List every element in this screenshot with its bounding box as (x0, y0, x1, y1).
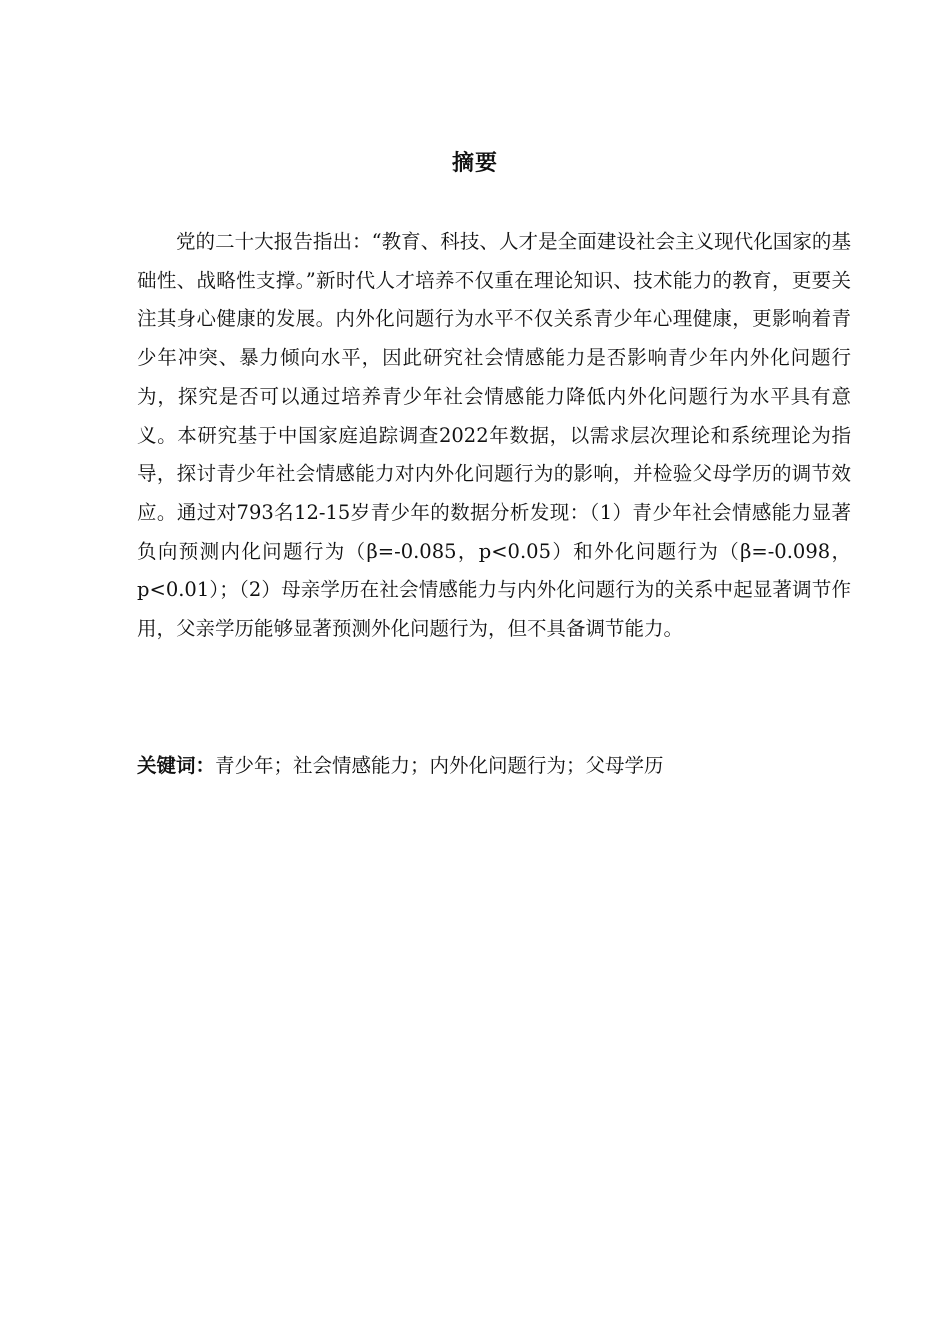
keywords-line (137, 747, 851, 785)
abstract-title: 摘要 (451, 151, 498, 176)
keywords-text: 青少年；社会情感能力；内外化问题行为；父母学历 (215, 754, 664, 777)
abstract-paragraph: 党的二十大报告指出：“教育、科技、人才是全面建设社会主义现代化国家的基础性、战略性支撑。”新时代人才培养不仅重在理论知识、技术能力的教育，更要关注其身心健康的发展。内外化问题行为水平不仅关系青少年心理健康，更影响着青少年冲突、暴力倾向水平，因此研究社会情感能力是否影响青少年内外化问题行为，探究是否可以通过培养青少年社会情感能力降低内外化问题行为水平具有意义。本研究基于中国家庭追踪调查2022年数据，以需求层次理论和系统理论为指导，探讨青少年社会情感能力对内外化问题行为的影响，并检验父母学历的调节效应。通过对793名12-15岁青少年的数据分析发现：（1）青少年社会情感能力显著负向预测内化问题行为（β=-0.085，p<0.05）和外化问题行为（β=-0.098，p<0.01）；（2）母亲学历在社会情感能力与内外化问题行为的关系中起显著调节作用，父亲学历能够显著预测外化问题行为，但不具备调节能力。 (137, 230, 851, 641)
keywords-label: 关键词： (137, 754, 216, 777)
